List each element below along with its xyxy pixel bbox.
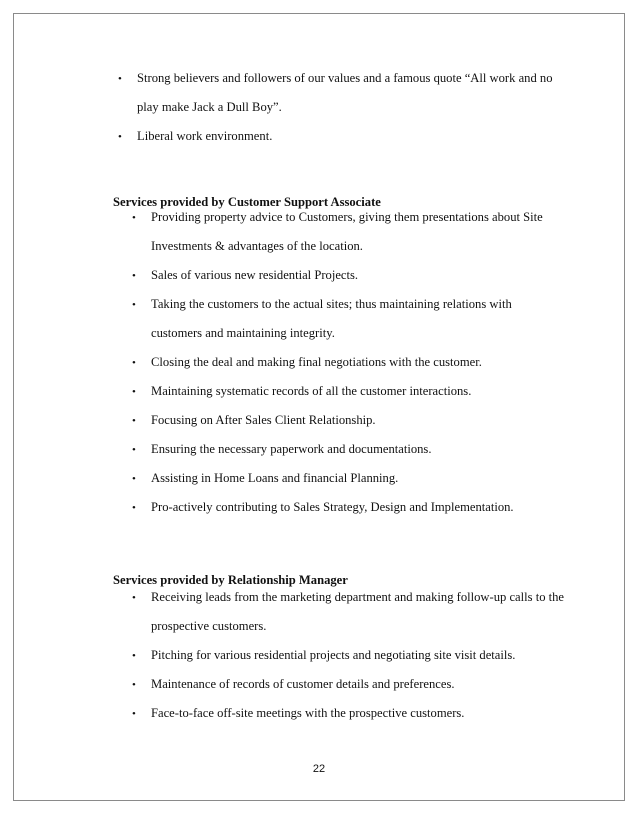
bullet-icon: • xyxy=(132,707,136,720)
list-item-line: Maintaining systematic records of all the customer interactions. xyxy=(151,383,472,398)
list-item-line: Sales of various new residential Projects. xyxy=(151,267,359,282)
bullet-icon: • xyxy=(132,649,136,662)
list-item-line: Liberal work environment. xyxy=(137,128,273,143)
bullet-icon: • xyxy=(132,678,136,691)
bullet-icon: • xyxy=(118,130,122,143)
list-item-line: Closing the deal and making final negotiations with the customer. xyxy=(151,354,482,369)
document-page xyxy=(13,13,625,801)
list-item-line: Ensuring the necessary paperwork and documentations. xyxy=(151,441,432,456)
bullet-icon: • xyxy=(132,443,136,456)
bullet-icon: • xyxy=(132,269,136,282)
list-item-line: play make Jack a Dull Boy”. xyxy=(137,99,282,114)
list-item-line: customers and maintaining integrity. xyxy=(151,325,335,340)
list-item-line: Providing property advice to Customers, giving them presentations about Site xyxy=(151,209,543,224)
list-item-line: Taking the customers to the actual sites; thus maintaining relations with xyxy=(151,296,512,311)
page-number: 22 xyxy=(312,763,326,775)
bullet-icon: • xyxy=(132,356,136,369)
list-item-line: Assisting in Home Loans and financial Planning. xyxy=(151,470,399,485)
relationship-manager-list xyxy=(14,14,624,800)
list-item-line: Focusing on After Sales Client Relationship. xyxy=(151,412,376,427)
list-item-line: Pro-actively contributing to Sales Strategy, Design and Implementation. xyxy=(151,499,514,514)
list-item-line: Receiving leads from the marketing department and making follow-up calls to the xyxy=(151,589,565,604)
heading-relationship-manager: Services provided by Relationship Manager xyxy=(113,573,348,587)
bullet-icon: • xyxy=(132,298,136,311)
heading-customer-support-associate: Services provided by Customer Support Associate xyxy=(113,195,381,209)
bullet-icon: • xyxy=(132,385,136,398)
bullet-icon: • xyxy=(132,414,136,427)
list-item-line: Maintenance of records of customer details and preferences. xyxy=(151,676,455,691)
bullet-icon: • xyxy=(132,501,136,514)
list-item-line: Face-to-face off-site meetings with the prospective customers. xyxy=(151,705,465,720)
bullet-icon: • xyxy=(132,472,136,485)
list-item-line: Strong believers and followers of our values and a famous quote “All work and no xyxy=(137,70,553,85)
list-item-line: Pitching for various residential projects and negotiating site visit details. xyxy=(151,647,516,662)
bullet-icon: • xyxy=(118,72,122,85)
list-item-line: Investments & advantages of the location. xyxy=(151,238,363,253)
bullet-icon: • xyxy=(132,211,136,224)
bullet-icon: • xyxy=(132,591,136,604)
list-item-line: prospective customers. xyxy=(151,618,267,633)
